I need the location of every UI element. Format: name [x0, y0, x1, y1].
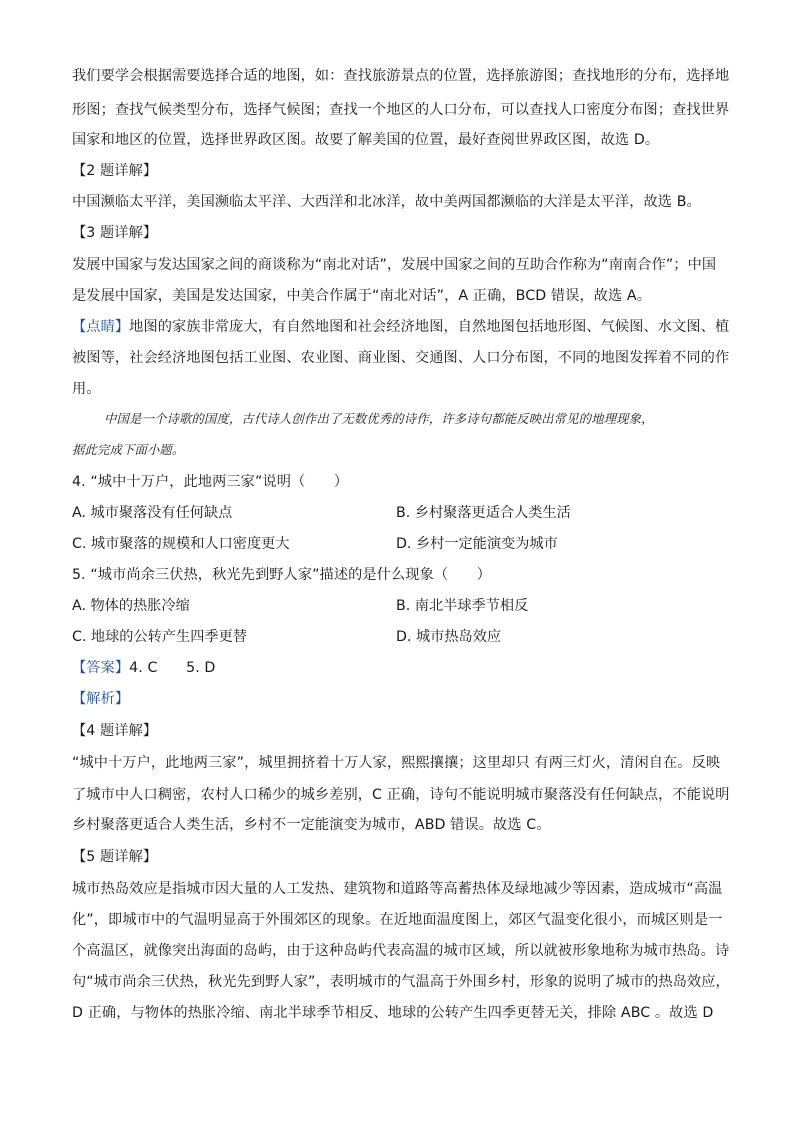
dianjing-line-3: 用。 [72, 381, 101, 397]
q5-option-d: D. 城市热岛效应 [396, 629, 502, 645]
d5-line-2: 化”，即城市中的气温明显高于外围郊区的现象。在近地面温度图上，郊区气温变化很小，而城区则是一 [72, 912, 723, 928]
dianjing-label: 【点睛】 [72, 319, 130, 335]
q5-option-b: B. 南北半球季节相反 [396, 598, 529, 614]
q5-stem: 5. “城市尚余三伏热，秋光先到野人家”描述的是什么现象（ ） [72, 567, 492, 583]
d4-line-2: 了城市中人口稠密，农村人口稀少的城乡差别，C 正确，诗句不能说明城市聚落没有任何缺点，不能说明 [72, 787, 730, 803]
q3-line-2: 是发展中国家，美国是发达国家，中美合作属于“南北对话”，A 正确，BCD 错误，故选 A。 [72, 288, 652, 304]
d5-line-3: 个高温区，就像突出海面的岛屿，由于这种岛屿代表高温的城市区域，所以就被形象地称为城市热岛。诗 [72, 943, 730, 959]
dianjing-line-2: 被图等，社会经济地图包括工业图、农业图、商业图、交通图、人口分布图，不同的地图发挥着不同的作 [72, 350, 730, 366]
q4-option-d: D. 乡村一定能演变为城市 [396, 536, 558, 552]
q2-heading: 【2 题详解】 [72, 163, 158, 179]
dianjing-line-1 [72, 317, 730, 337]
q4-stem: 4. “城中十万户，此地两三家”说明（ ） [72, 474, 349, 490]
d4-line-3: 乡村聚落更适合人类生活，乡村不一定能演变为城市，ABD 错误。故选 C。 [72, 817, 551, 833]
passage-line-2: 据此完成下面小题。 [72, 442, 185, 457]
q5-option-c: C. 地球的公转产生四季更替 [72, 629, 247, 645]
d5-line-1: 城市热岛效应是指城市因大量的人工发热、建筑物和道路等高蓄热体及绿地减少等因素，造成城市“高温 [72, 881, 723, 897]
q5-option-a: A. 物体的热胀冷缩 [72, 598, 190, 614]
answer-value: 4. C 5. D [129, 660, 216, 676]
dianjing-text-1: 地图的家族非常庞大，有自然地图和社会经济地图，自然地图包括地形图、气候图、水文图、植 [129, 319, 730, 335]
d5-heading: 【5 题详解】 [72, 849, 158, 865]
sec1-line-3: 国家和地区的位置，选择世界政区图。故要了解美国的位置，最好查阅世界政区图，故选 D。 [72, 132, 660, 148]
answer-line [72, 658, 724, 678]
d5-line-5: D 正确，与物体的热胀冷缩、南北半球季节相反、地球的公转产生四季更替无关，排除 ABC 。故选 D [72, 1005, 714, 1021]
d4-heading: 【4 题详解】 [72, 723, 158, 739]
sec1-line-1: 我们要学会根据需要选择合适的地图，如：查找旅游景点的位置，选择旅游图；查找地形的分布，选择地 [72, 68, 730, 84]
q4-option-c: C. 城市聚落的规模和人口密度更大 [72, 536, 290, 552]
q4-option-b: B. 乡村聚落更适合人类生活 [396, 505, 571, 521]
analysis-label: 【解析】 [72, 691, 130, 707]
passage-line-1: 中国是一个诗歌的国度，古代诗人创作出了无数优秀的诗作，许多诗句都能反映出常见的地理现象， [104, 411, 654, 426]
d4-line-1: “城中十万户，此地两三家”，城里拥挤着十万人家，熙熙攘攘；这里却只 有两三灯火，清闲自在。反映 [72, 755, 721, 771]
answer-label: 【答案】 [72, 660, 130, 676]
q2-text: 中国濒临太平洋，美国濒临太平洋、大西洋和北冰洋，故中美两国都濒临的大洋是太平洋，故选 B。 [72, 194, 701, 210]
sec1-line-2: 形图；查找气候类型分布，选择气候图；查找一个地区的人口分布，可以查找人口密度分布图；查找世界 [72, 102, 730, 118]
q3-line-1: 发展中国家与发达国家之间的商谈称为“南北对话”，发展中国家之间的互助合作称为“南南合作”；中国 [72, 257, 717, 273]
q3-heading: 【3 题详解】 [72, 225, 158, 241]
q4-option-a: A. 城市聚落没有任何缺点 [72, 505, 233, 521]
d5-line-4: 句“城市尚余三伏热，秋光先到野人家”，表明城市的气温高于外围乡村，形象的说明了城市的热岛效应， [72, 974, 730, 990]
